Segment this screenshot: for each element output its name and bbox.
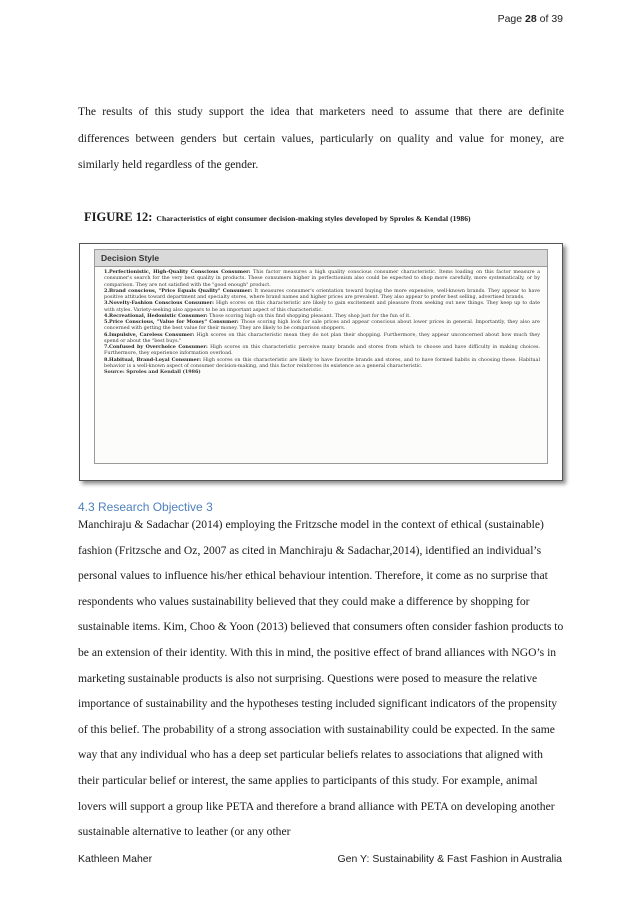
section-heading: 4.3 Research Objective 3	[78, 500, 213, 514]
list-item: 5.Price Conscious, "Value for Money" Consumer: Those scoring high look for sale prices and appear conscious about lower prices in general. Importantly, they also are concerned with getting the best value for their money. They are likely to be comparison shoppers.	[104, 319, 540, 332]
figure-image	[79, 243, 563, 481]
footer-author: Kathleen Maher	[78, 853, 153, 865]
list-item: 6.Impulsive, Careless Consumer: High scores on this characteristic mean they do not plan their shopping. Furthermore, they appear unconcerned about how much they spend or about the "best buys."	[104, 331, 540, 344]
intro-text: The results of this study support the idea that marketers need to assume that there are definite differences between genders but certain values, particularly on quality and value for money, are similarly held regardless of the gender.	[78, 105, 564, 171]
list-item: 1.Perfectionistic, High-Quality Conscious Consumer: This factor measures a high quality conscious consumer characteristic. Items loading on this factor measure a consumer's search for the very best quality in products. These consumers higher in perfectionism also could be expected to shop more carefully, more systematically, or by comparison. They are not satisfied with the "good enough" product.	[104, 269, 540, 288]
section-body	[78, 512, 564, 845]
list-item: 3.Novelty-Fashion Conscious Consumer: High scores on this characteristic are likely to gain excitement and pleasure from seeking out new things. They keep up to date with styles. Variety-seeking also appears to be an important aspect of this characteristic.	[104, 300, 541, 313]
list-item: 4.Recreational, Hedonistic Consumer: Those scoring high on this find shopping pleasant. They shop just for the fun of it.	[104, 312, 411, 319]
figure-source: Source: Sproles and Kendall (1986)	[104, 369, 201, 375]
current-page: 28	[525, 13, 537, 25]
table-body	[95, 267, 547, 375]
list-item: 7.Confused by Overchoice Consumer: High scores on this characteristic perceive many brands and stores from which to choose and have difficulty in making choices. Furthermore, they experience information overload.	[104, 344, 540, 357]
section-paragraph: Manchiraju & Sadachar (2014) employing the Fritzsche model in the context of ethical (sustainable) fashion (Fritzsche and Oz, 2007 as cited in Manchiraju & Sadachar,2014), identified an individual’s personal values to influence his/her ethical behaviour intention. Therefore, it come as no surprise that respondents who values sustainability believed that they could make a difference by shopping for sustainable items. Kim, Choo & Yoon (2013) believed that consumers often consider fashion products to be an extension of their identity. With this in mind, the positive effect of brand alliances with NGO’s in marketing sustainable products is also not surprising. Questions were posed to measure the relative importance of sustainability and the hypotheses testing included significant indicators of the propensity of this belief. The probability of a strong association with sustainability could be expected. In the same way that any individual who has a deep set particular beliefs relates to associations that aligned with their particular belief or interest, the same applies to participants of this study. For example, animal lovers will support a group like PETA and therefore a brand alliance with PETA on developing another sustainable alternative to leather (or any other	[78, 518, 564, 839]
total-pages: 39	[551, 13, 563, 25]
page-number: Page 28 of 39	[497, 13, 563, 25]
list-item: 2.Brand conscious, "Price Equals Quality" Consumer: It measures consumer's orientation toward buying the more expensive, well-known brands. They appear to have positive attitudes toward department and specialty stores, where brand names and higher prices are prevalent. They also appear to prefer best selling, advertised brands.	[104, 287, 540, 300]
decision-style-table	[94, 249, 548, 464]
figure-caption-text: Characteristics of eight consumer decision-making styles developed by Sproles & Kendal (1986)	[156, 214, 471, 223]
table-header: Decision Style	[95, 250, 547, 267]
list-item: 8.Habitual, Brand-Loyal Consumer: High scores on this characteristic are likely to have favorite brands and stores, and to have formed habits in choosing these. Habitual behavior is a well-known aspect of consumer decision-making, and this factor reinforces its existence as a general characteristic.	[104, 356, 540, 369]
intro-paragraph	[78, 99, 564, 179]
figure-caption	[84, 208, 564, 226]
figure-label: FIGURE 12:	[84, 210, 153, 224]
footer-title: Gen Y: Sustainability & Fast Fashion in Australia	[337, 853, 562, 865]
